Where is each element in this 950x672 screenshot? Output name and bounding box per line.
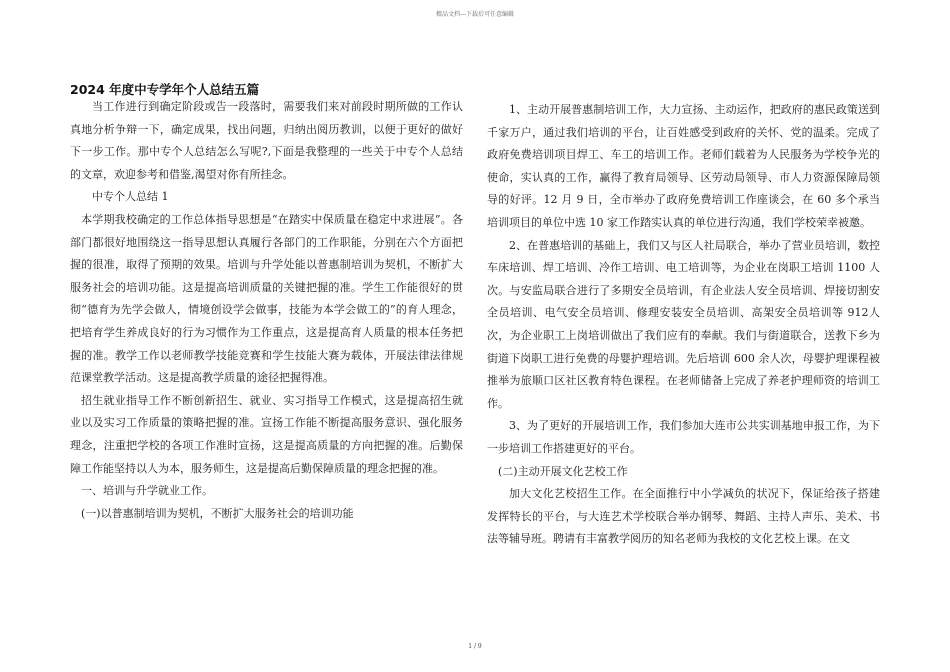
- intro-paragraph: 当工作进行到确定阶段或告一段落时，需要我们来对前段时期所做的工作认真地分析争辩一下，确定成果，找出问题，归纳出阅历教训，以便于更好的做好下一步工作。那中专个人总结怎么写呢?,下面是我整理的一些关于中专个人总结的文章，欢迎参考和借鉴,渴望对你有所挂念。: [70, 100, 463, 181]
- body-paragraph: 3、为了更好的开展培训工作，我们参加大连市公共实训基地申报工作，为下一步培训工作搭建更好的平台。: [487, 419, 880, 455]
- document-title: 2024 年度中专学年个人总结五篇: [70, 82, 260, 97]
- header-note: 精品文档---下载后可任意编辑: [435, 11, 515, 18]
- left-column: [70, 96, 463, 525]
- subsection-heading: (一)以普惠制培训为契机，不断扩大服务社会的培训功能: [81, 506, 354, 520]
- subsection-heading: (二)主动开展文化艺校工作: [498, 464, 628, 478]
- section-heading: 一、培训与升学就业工作。: [81, 484, 213, 498]
- section-heading: 中专个人总结 1: [92, 190, 169, 204]
- right-column: [487, 99, 880, 551]
- body-paragraph: 2、在普惠培训的基础上，我们又与区人社局联合，举办了营业员培训，数控车床培训、焊工培训、冷作工培训、电工培训等，为企业在岗职工培训 1100 人次。与安监局联合进行了多期安全员培训，有企业法人安全员培训、焊接切割安全员培训、电气安全员培训、修理安装安全员培训、高架安全员培训等 912人次，为企业职工上岗培训做出了我们应有的奉献。我们与街道联合，送教下乡为街道下岗职工进行免费的母婴护理培训。先后培训 600 余人次，母婴护理课程被推举为旅顺口区社区教育特色课程。在老师储备上完成了养老护理师资的培训工作。: [487, 238, 880, 410]
- page-number: 1 / 9: [468, 643, 482, 650]
- body-paragraph: 本学期我校确定的工作总体指导思想是“在踏实中保质量在稳定中求进展”。各部门都很好地围绕这一指导思想认真履行各部门的工作职能，分别在六个方面把握的很准，取得了预期的效果。培训与升学处能以普惠制培训为契机，不断扩大服务社会的培训功能。这是提高培训质量的关键把握的准。学生工作能很好的贯彻“德育为先学会做人，情境创设学会做事，技能为本学会做工的”的育人理念，把培育学生养成良好的行为习惯作为工作重点，这是提高育人质量的根本任务把握的准。教学工作以老师教学技能竞赛和学生技能大赛为载体，开展法律法律规范课堂教学活动。这是提高教学质量的途径把握得准。: [70, 212, 463, 385]
- body-paragraph: 招生就业指导工作不断创新招生、就业、实习指导工作模式，这是提高招生就业以及实习工作质量的策略把握的准。宣扬工作能不断提高服务意识、强化服务理念，注重把学校的各项工作准时宣扬，这是提高质量的方向把握的准。后勤保障工作能坚持以人为本，服务师生，这是提高后勤保障质量的理念把握的准。: [70, 393, 463, 475]
- body-paragraph: 1、主动开展普惠制培训工作，大力宣扬、主动运作，把政府的惠民政策送到千家万户，通过我们培训的平台，让百姓感受到政府的关怀、党的温柔。完成了政府免费培训项目焊工、车工的培训工作。老师们载着为人民服务为学校争光的使命，实认真的工作，赢得了教育局领导、区劳动局领导、市人力资源保障局领导的好评。12 月 9 日，全市举办了政府免费培训工作座谈会，在 60 多个承当培训项目的单位中选 10 家工作踏实认真的单位进行沟通，我们学校荣幸被邀。: [487, 103, 880, 229]
- body-paragraph: 加大文化艺校招生工作。在全面推行中小学减负的状况下，保证给孩子搭建发挥特长的平台，与大连艺术学校联合举办钢琴、舞蹈、主持人声乐、美术、书法等辅导班。聘请有丰富教学阅历的知名老师为我校的文化艺校上课。在文: [487, 487, 880, 546]
